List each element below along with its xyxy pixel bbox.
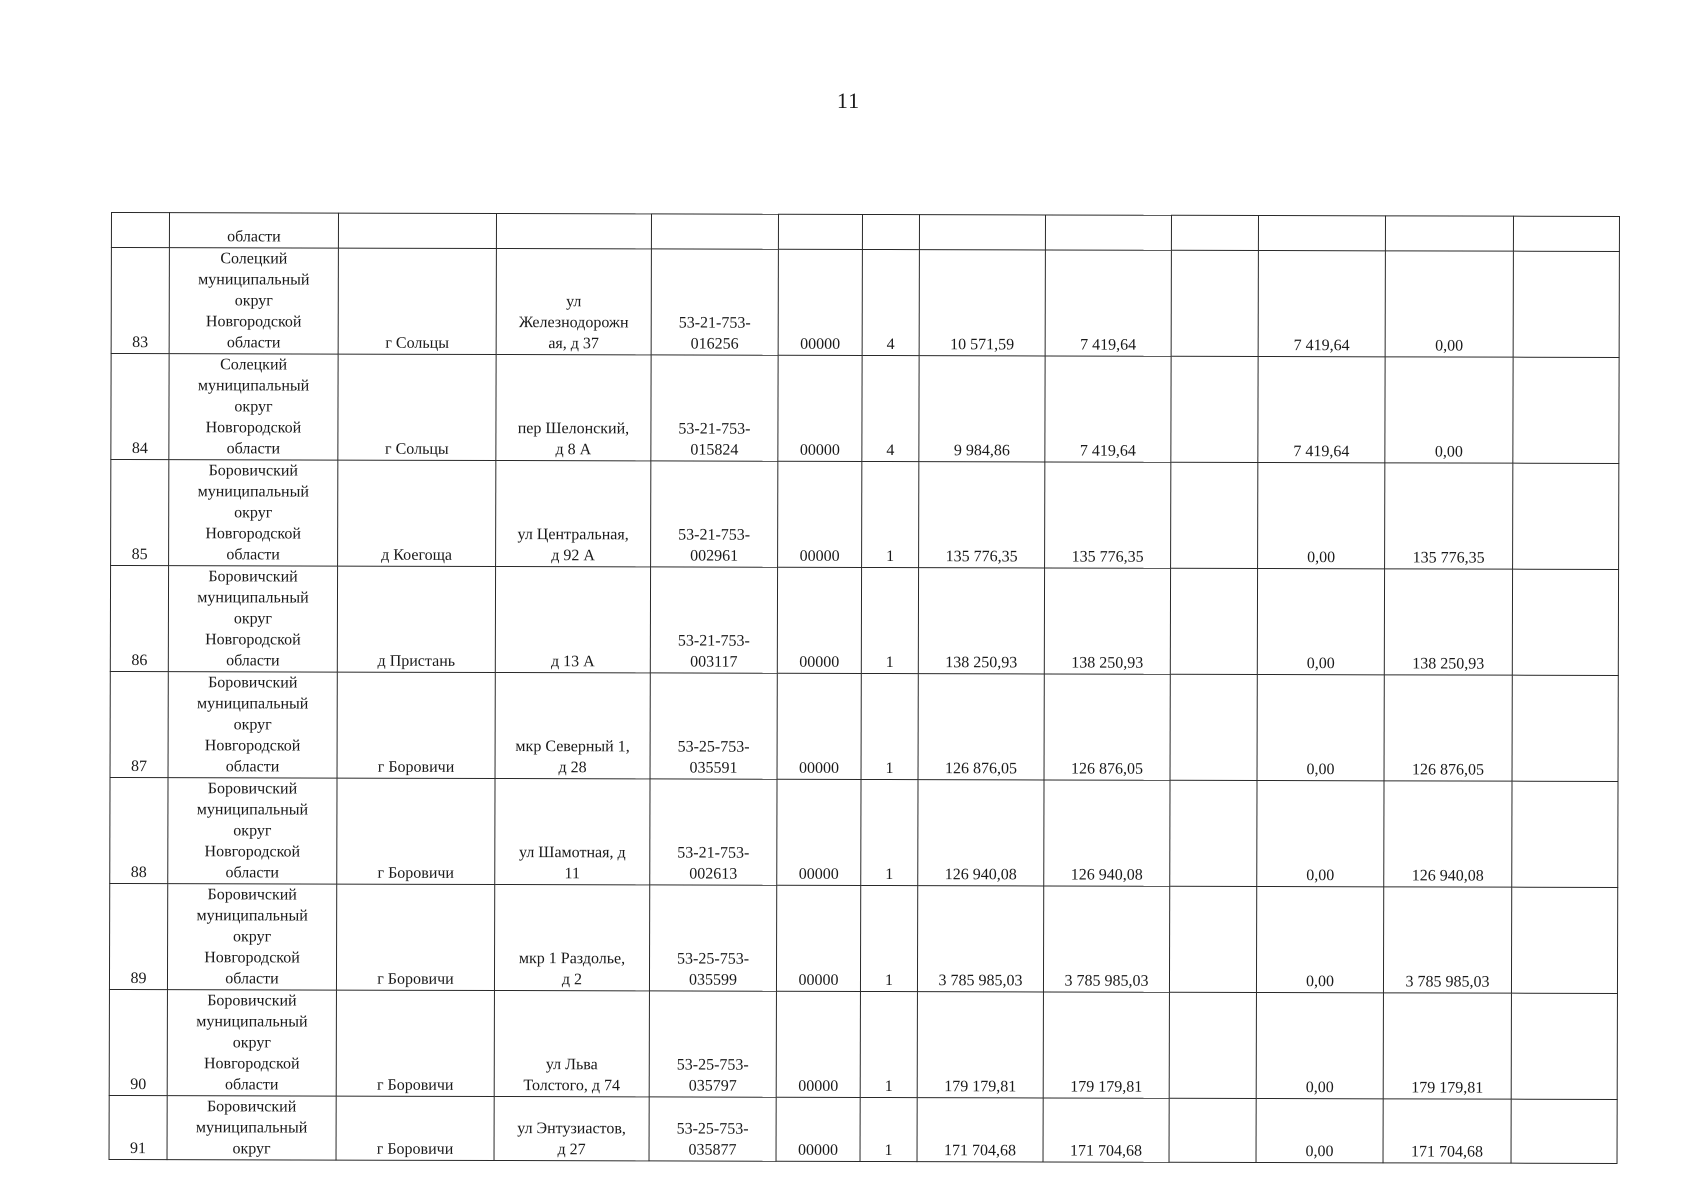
- zeros-code-cell: 00000: [778, 249, 862, 355]
- row-number-cell: 88: [110, 777, 168, 883]
- col-a-cell: [1169, 886, 1256, 992]
- table-row: [109, 989, 1617, 1099]
- municipality-line: Боровичский: [208, 674, 298, 692]
- flag-cell: 4: [862, 355, 919, 461]
- page-number: 11: [836, 88, 861, 113]
- table-row: [110, 777, 1618, 887]
- municipality-line: муниципальный: [196, 801, 309, 819]
- code-line: 035599: [688, 971, 738, 989]
- col-a-cell: [1171, 356, 1258, 462]
- cadastral-code-cell: [651, 355, 778, 461]
- cell-empty: [919, 215, 1045, 250]
- code-line: 53-25-753-: [677, 950, 750, 968]
- municipality-line: округ: [234, 398, 273, 416]
- col-a-cell: [1171, 462, 1258, 568]
- code-line: 035591: [689, 759, 738, 777]
- document-sheet: [109, 212, 1619, 1164]
- municipality-line: округ: [232, 1034, 271, 1052]
- address-line: ул: [566, 293, 582, 311]
- address-line: ул Льва: [545, 1056, 598, 1074]
- col-c-cell: 135 776,35: [1385, 463, 1513, 569]
- code-line: 53-21-753-: [677, 844, 750, 862]
- col-d-cell: [1513, 357, 1619, 463]
- zeros-code-cell: 00000: [776, 1097, 860, 1161]
- zeros-code-cell: 00000: [777, 673, 861, 779]
- col-c-cell: 0,00: [1385, 251, 1513, 357]
- flag-cell: 4: [862, 249, 919, 355]
- table-row: [111, 460, 1619, 570]
- address-line: д 2: [561, 971, 583, 989]
- address-line: 11: [564, 865, 580, 883]
- cell-empty: [1513, 216, 1619, 251]
- municipality-line: муниципальный: [196, 907, 308, 925]
- municipality-line: муниципальный: [198, 271, 310, 289]
- municipality-line: Новгородской: [205, 419, 302, 437]
- col-a-cell: [1170, 674, 1257, 780]
- municipality-line: Солецкий: [220, 356, 288, 374]
- municipality-line: области: [226, 652, 280, 670]
- col-b-cell: 0,00: [1257, 781, 1384, 887]
- municipality-cell: [167, 1096, 336, 1160]
- address-line: мкр Северный 1,: [515, 738, 630, 756]
- address-line: д 27: [557, 1141, 586, 1159]
- total-amount-cell: 9 984,86: [919, 356, 1045, 462]
- cadastral-code-cell: [651, 249, 778, 355]
- code-line: 002613: [689, 865, 738, 883]
- cell-empty: [338, 213, 496, 248]
- col-a-cell: [1171, 250, 1258, 356]
- amount-cell: 179 179,81: [1043, 992, 1169, 1098]
- cell-empty: [1258, 216, 1385, 251]
- table-row: [110, 671, 1618, 781]
- code-line: 53-25-753-: [677, 738, 750, 756]
- col-b-cell: 0,00: [1256, 993, 1383, 1099]
- code-line: 003117: [690, 653, 738, 671]
- address-cell: [494, 885, 649, 991]
- municipality-line: области: [224, 1076, 279, 1094]
- cadastral-code-cell: [650, 673, 777, 779]
- municipality-cell: [169, 354, 338, 460]
- col-d-cell: [1512, 675, 1618, 781]
- settlement-cell: д Коегоща: [338, 460, 496, 566]
- municipality-line: Боровичский: [206, 1098, 297, 1116]
- municipality-line: Новгородской: [204, 737, 301, 755]
- amount-cell: 171 704,68: [1043, 1098, 1169, 1162]
- amount-cell: 7 419,64: [1045, 356, 1171, 462]
- municipality-cell: [167, 884, 336, 990]
- total-amount-cell: 138 250,93: [918, 568, 1044, 674]
- flag-cell: 1: [861, 779, 918, 885]
- col-a-cell: [1169, 992, 1256, 1098]
- address-line: ул Шамотная, д: [519, 844, 626, 862]
- col-d-cell: [1512, 781, 1618, 887]
- municipality-line: области: [225, 758, 280, 776]
- address-cell: [495, 673, 650, 779]
- flag-cell: 1: [862, 461, 919, 567]
- municipality-line: Боровичский: [207, 780, 298, 798]
- cell-empty: [1045, 215, 1171, 250]
- total-amount-cell: 171 704,68: [917, 1098, 1043, 1162]
- municipality-line: округ: [233, 928, 272, 946]
- code-line: 53-21-753-: [677, 632, 750, 650]
- table-row: [109, 1095, 1617, 1163]
- total-amount-cell: 126 940,08: [918, 780, 1044, 886]
- municipality-line: области: [226, 334, 281, 352]
- municipality-line: Новгородской: [203, 1055, 300, 1073]
- register-table: [109, 212, 1620, 1164]
- municipality-line: муниципальный: [197, 377, 310, 395]
- col-d-cell: [1511, 1099, 1617, 1163]
- col-a-cell: [1169, 1098, 1256, 1162]
- municipality-line: округ: [232, 1140, 271, 1158]
- col-c-cell: 126 940,08: [1384, 781, 1512, 887]
- col-c-cell: 179 179,81: [1383, 993, 1511, 1099]
- code-line: 035877: [688, 1141, 737, 1159]
- municipality-cell: [169, 460, 338, 566]
- address-cell: [494, 1097, 649, 1161]
- municipality-cell: [168, 778, 337, 884]
- col-b-cell: 7 419,64: [1258, 251, 1385, 357]
- amount-cell: 138 250,93: [1044, 568, 1170, 674]
- cadastral-code-cell: [650, 779, 777, 885]
- total-amount-cell: 135 776,35: [919, 462, 1045, 568]
- settlement-cell: г Боровичи: [337, 672, 495, 778]
- flag-cell: 1: [860, 991, 917, 1097]
- code-line: 002961: [690, 547, 739, 565]
- col-b-cell: 0,00: [1256, 1099, 1383, 1163]
- col-a-cell: [1170, 780, 1257, 886]
- address-line: Железнодорожн: [518, 314, 629, 332]
- cadastral-code-cell: [649, 885, 776, 991]
- settlement-cell: г Сольцы: [338, 354, 496, 460]
- address-cell: [495, 567, 650, 673]
- continuation-row: [111, 213, 1619, 252]
- address-line: д 13 А: [550, 653, 595, 671]
- municipality-line: муниципальный: [196, 1013, 308, 1031]
- col-b-cell: 0,00: [1257, 675, 1384, 781]
- municipality-line: муниципальный: [195, 1119, 308, 1137]
- address-line: д 28: [558, 759, 587, 777]
- flag-cell: 1: [861, 673, 918, 779]
- address-line: д 92 А: [551, 547, 595, 565]
- amount-cell: 7 419,64: [1045, 250, 1171, 356]
- municipality-cell: области: [169, 213, 338, 248]
- row-number-cell: 91: [109, 1095, 167, 1159]
- zeros-code-cell: 00000: [777, 567, 861, 673]
- address-line: ул Энтузиастов,: [517, 1120, 626, 1138]
- municipality-cell: [169, 248, 338, 354]
- col-c-cell: 126 876,05: [1384, 675, 1512, 781]
- row-number-cell: 84: [111, 354, 169, 460]
- address-cell: [495, 779, 650, 885]
- amount-cell: 135 776,35: [1045, 462, 1171, 568]
- code-line: 53-21-753-: [678, 314, 751, 332]
- cell-empty: [111, 213, 169, 248]
- address-line: ул Центральная,: [517, 526, 629, 544]
- address-line: мкр 1 Раздолье,: [518, 950, 626, 968]
- settlement-cell: г Боровичи: [336, 1096, 494, 1160]
- table-body: [109, 213, 1619, 1164]
- municipality-line: Новгородской: [205, 631, 301, 649]
- col-b-cell: 0,00: [1258, 463, 1385, 569]
- municipality-line: округ: [233, 822, 272, 840]
- address-cell: [496, 461, 651, 567]
- col-c-cell: 138 250,93: [1384, 569, 1512, 675]
- code-line: 53-21-753-: [678, 526, 751, 544]
- municipality-line: округ: [234, 504, 273, 522]
- municipality-line: области: [226, 546, 280, 564]
- municipality-line: Боровичский: [208, 568, 298, 586]
- address-cell: [496, 249, 651, 355]
- total-amount-cell: 179 179,81: [917, 992, 1043, 1098]
- flag-cell: 1: [860, 885, 917, 991]
- cell-empty: [862, 214, 919, 249]
- settlement-cell: г Боровичи: [337, 778, 495, 884]
- settlement-cell: г Боровичи: [336, 884, 494, 990]
- table-row: [110, 566, 1618, 676]
- cadastral-code-cell: [650, 567, 777, 673]
- col-c-cell: 171 704,68: [1383, 1099, 1511, 1163]
- municipality-line: Новгородской: [205, 525, 301, 543]
- col-c-cell: 3 785 985,03: [1383, 887, 1511, 993]
- cadastral-code-cell: [651, 461, 778, 567]
- settlement-cell: г Боровичи: [336, 990, 494, 1096]
- amount-cell: 126 876,05: [1044, 674, 1170, 780]
- municipality-line: Новгородской: [205, 313, 302, 331]
- address-line: пер Шелонский,: [517, 420, 630, 438]
- col-c-cell: 0,00: [1385, 357, 1513, 463]
- cell-empty: [651, 214, 778, 249]
- zeros-code-cell: 00000: [778, 461, 862, 567]
- col-b-cell: 0,00: [1257, 569, 1384, 675]
- row-number-cell: 90: [109, 989, 167, 1095]
- col-d-cell: [1511, 887, 1617, 993]
- municipality-line: области: [225, 864, 280, 882]
- municipality-line: округ: [233, 716, 272, 734]
- row-number-cell: 83: [111, 248, 169, 354]
- flag-cell: 1: [861, 567, 918, 673]
- col-d-cell: [1512, 569, 1618, 675]
- municipality-line: Боровичский: [207, 886, 297, 904]
- address-line: Толстого, д 74: [523, 1077, 621, 1095]
- address-line: ая, д 37: [548, 335, 599, 353]
- address-cell: [496, 355, 651, 461]
- cell-empty: [496, 214, 651, 249]
- table-row: [111, 354, 1619, 464]
- row-number-cell: 89: [109, 883, 167, 989]
- col-d-cell: [1513, 463, 1619, 569]
- table-row: [111, 248, 1619, 358]
- municipality-line: округ: [233, 610, 273, 628]
- row-number-cell: 86: [110, 566, 168, 672]
- municipality-cell: [168, 566, 337, 672]
- code-line: 53-21-753-: [678, 420, 751, 438]
- settlement-cell: г Сольцы: [338, 248, 496, 354]
- col-a-cell: [1170, 568, 1257, 674]
- code-line: 53-25-753-: [676, 1120, 749, 1138]
- total-amount-cell: 3 785 985,03: [917, 886, 1043, 992]
- total-amount-cell: 126 876,05: [918, 674, 1044, 780]
- cell-empty: [1385, 216, 1513, 251]
- cell-empty: [1171, 215, 1258, 250]
- municipality-line: Солецкий: [220, 250, 288, 268]
- code-line: 53-25-753-: [676, 1056, 749, 1074]
- cadastral-code-cell: [649, 991, 776, 1097]
- address-line: д 8 А: [555, 441, 592, 459]
- flag-cell: 1: [860, 1097, 917, 1161]
- zeros-code-cell: 00000: [776, 991, 860, 1097]
- municipality-line: Новгородской: [204, 843, 301, 861]
- amount-cell: 3 785 985,03: [1043, 886, 1169, 992]
- municipality-line: области: [225, 970, 279, 988]
- municipality-line: Новгородской: [204, 949, 300, 967]
- cell-empty: [778, 214, 862, 249]
- col-b-cell: 7 419,64: [1258, 357, 1385, 463]
- table-row: [109, 883, 1617, 993]
- address-cell: [494, 991, 649, 1097]
- municipality-line: муниципальный: [197, 589, 309, 607]
- settlement-cell: д Пристань: [337, 566, 495, 672]
- municipality-cell: [167, 990, 336, 1096]
- municipality-line: Боровичский: [208, 462, 299, 480]
- municipality-line: округ: [234, 292, 273, 310]
- code-line: 035797: [688, 1077, 737, 1095]
- col-d-cell: [1511, 993, 1617, 1099]
- municipality-cell: [168, 672, 337, 778]
- row-number-cell: 85: [111, 460, 169, 566]
- municipality-line: области: [226, 440, 281, 458]
- amount-cell: 126 940,08: [1044, 780, 1170, 886]
- municipality-line: муниципальный: [197, 695, 309, 713]
- col-b-cell: 0,00: [1256, 887, 1383, 993]
- municipality-line: муниципальный: [197, 483, 309, 501]
- zeros-code-cell: 00000: [778, 355, 862, 461]
- code-line: 016256: [690, 335, 739, 353]
- cadastral-code-cell: [649, 1097, 776, 1161]
- zeros-code-cell: 00000: [776, 885, 860, 991]
- total-amount-cell: 10 571,59: [919, 250, 1045, 356]
- col-d-cell: [1513, 251, 1619, 357]
- code-line: 015824: [690, 441, 739, 459]
- zeros-code-cell: 00000: [777, 779, 861, 885]
- row-number-cell: 87: [110, 671, 168, 777]
- municipality-line: Боровичский: [207, 992, 297, 1010]
